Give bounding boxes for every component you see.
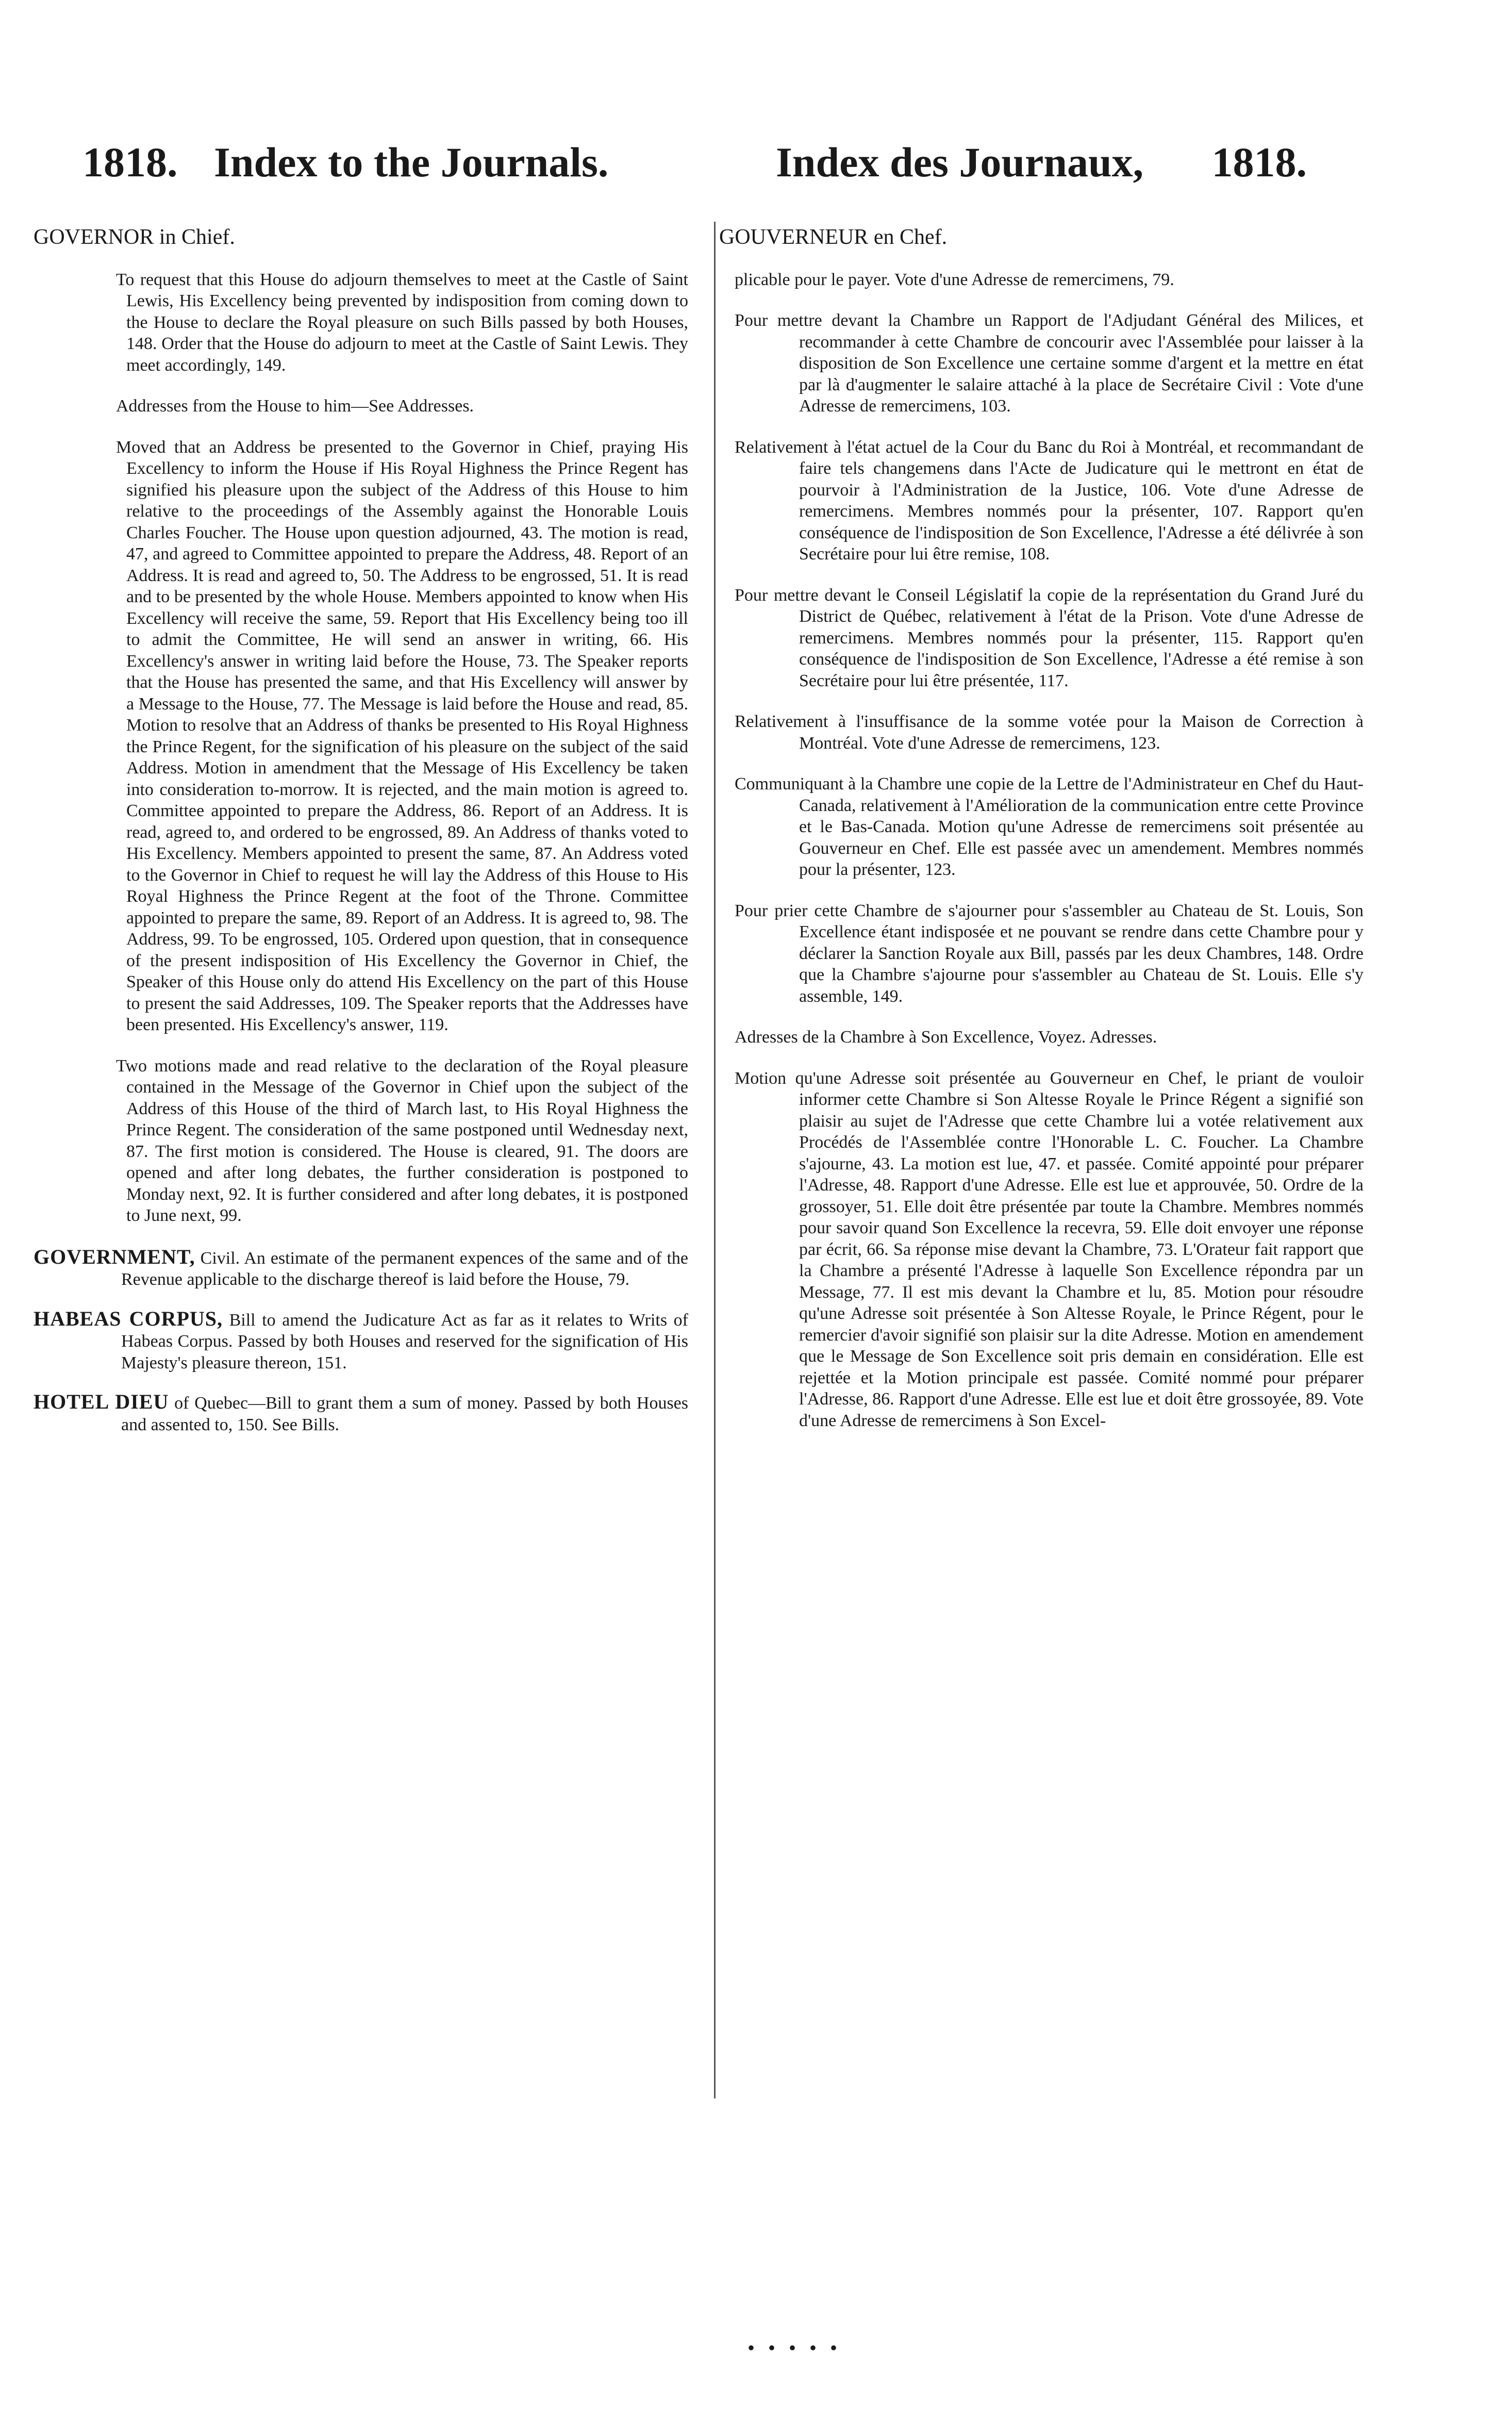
index-entry: Two motions made and read relative to the declaration of the Royal pleasure contained in the Message of the Governor in Chief upon the subject of the Address of this House of the third of March last, to His Royal Highness the Prince Regent. The consideration of the same postponed until Wednesday next, 87. The first motion is considered. The House is cleared, 91. The doors are opened and after long debates, the further consideration is postponed to Monday next, 92. It is further considered and after long debates, it is postponed to June next, 99. [116, 1056, 688, 1225]
index-heading-entry [34, 1391, 688, 1435]
running-head-left: GOVERNOR in Chief. [34, 225, 235, 249]
header-title-left: Index to the Journals. [214, 139, 609, 186]
index-heading-entry [34, 1308, 688, 1374]
index-entry: Moved that an Address be presented to the Governor in Chief, praying His Excellency to inform the House if His Royal Highness the Prince Regent has signified his pleasure upon the subject of the Address of this House to him relative to the proceedings of the Assembly against the Honorable Louis Charles Foucher. The House upon question adjourned, 43. The motion is read, 47, and agreed to Committee appointed to prepare the Address, 48. Report of an Address. It is read and agreed to, 50. The Address to be engrossed, 51. It is read and to be presented by the whole House. Members appointed to know when His Excellency will receive the same, 59. Report that His Excellency being too ill to admit the Committee, He will send an answer in writing, 66. His Excellency's answer in writing laid before the House, 73. The Speaker reports that the House has presented the same, and that His Excellency will answer by a Message to the House, 77. The Message is laid before the House and read, 85. Motion to resolve that an Address of thanks be presented to His Royal Highness the Prince Regent, for the signification of his pleasure on the subject of the said Address. Motion in amendment that the Message of His Excellency be taken into consideration to-morrow. It is rejected, and the main motion is agreed to. Committee appointed to prepare the Address, 86. Report of an Address. It is read, agreed to, and ordered to be engrossed, 89. An Address of thanks voted to His Excellency. Members appointed to present the same, 87. An Address voted to the Governor in Chief to request he will lay the Address of this House to His Royal Highness the Prince Regent at the foot of the Throne. Committee appointed to prepare the same, 89. Report of an Address. It is agreed to, 98. The Address, 99. To be engrossed, 105. Ordered upon question, that in consequence of the present indisposition of His Excellency the Governor in Chief, the Speaker of this House only do attend His Excellency on the part of this House to present the said Addresses, 109. The Speaker reports that the Addresses have been presented. His Excellency's answer, 119. [116, 437, 688, 1034]
index-heading-entry [34, 1246, 688, 1291]
header-year-right: 1818. [1211, 139, 1307, 186]
footer-ornament: • • • • • [747, 2336, 842, 2359]
header-year-left: 1818. [82, 139, 178, 186]
heading-word: HABEAS CORPUS, [34, 1307, 223, 1330]
page-header-right [776, 131, 1307, 193]
index-entry: plicable pour le payer. Vote d'une Adresse de remercimens, 79. [735, 270, 1174, 289]
header-title-right: Index des Journaux, [776, 139, 1144, 186]
index-entry: Relativement à l'insuffisance de la somme votée pour la Maison de Correction à Montréal. Vote d'une Adresse de remercimens, 123. [735, 712, 1364, 753]
index-entry: Pour mettre devant la Chambre un Rapport de l'Adjudant Général des Milices, et recommander à cette Chambre de concourir avec l'Assemblée pour laisser à la disposition de Son Excellence une certaine somme d'argent et la mettre en état par là d'augmenter le salaire attaché à la place de Secrétaire Civil : Vote d'une Adresse de remercimens, 103. [735, 311, 1364, 416]
heading-text: Bill to amend the Judicature Act as far as it relates to Writs of Habeas Corpus. Passed by both Houses and reserved for the signification of His Majesty's pleasure thereon, 151. [121, 1310, 688, 1372]
index-entry: To request that this House do adjourn themselves to meet at the Castle of Saint Lewis, His Excellency being prevented by indisposition from coming down to the House to declare the Royal pleasure on such Bills passed by both Houses, 148. Order that the House do adjourn to meet at the Castle of Saint Lewis. They meet accordingly, 149. [116, 270, 688, 375]
page-header-left [82, 131, 691, 193]
index-entry: Relativement à l'état actuel de la Cour du Banc du Roi à Montréal, et recommandant de faire tels changemens dans l'Acte de Judicature qui le mettront en état de pourvoir à l'Administration de la Justice, 106. Vote d'une Adresse de remercimens. Membres nommés pour la présenter, 107. Rapport qu'en conséquence de l'indisposition de Son Excellence, l'Adresse a été délivrée à son Secrétaire pour lui être remise, 108. [735, 437, 1364, 564]
index-entry: Adresses de la Chambre à Son Excellence, Voyez. Adresses. [735, 1028, 1157, 1047]
heading-text: Civil. An estimate of the permanent expences of the same and of the Revenue applicable to the discharge thereof is laid before the House, 79. [121, 1248, 689, 1289]
heading-text: of Quebec—Bill to grant them a sum of money. Passed by both Houses and assented to, 150. See Bills. [121, 1394, 688, 1434]
index-entry: Pour mettre devant le Conseil Législatif la copie de la représentation du Grand Juré du District de Québec, relativement à l'état de la Prison. Vote d'une Adresse de remercimens. Membres nommés pour la présenter, 115. Rapport qu'en conséquence de l'indisposition de Son Excellence, l'Adresse a été remise à son Secrétaire pour lui être présentée, 117. [735, 585, 1364, 690]
column-divider [714, 222, 716, 2098]
english-column [34, 227, 688, 1453]
index-entry: Addresses from the House to him—See Addresses. [116, 396, 474, 416]
french-column [719, 227, 1364, 1451]
index-entry: Motion qu'une Adresse soit présentée au Gouverneur en Chef, le priant de vouloir informer cette Chambre si Son Altesse Royale le Prince Régent a signifié son plaisir au sujet de l'Adresse que cette Chambre lui a votée relativement aux Procédés de l'Assemblée contre l'Honorable L. C. Foucher. La Chambre s'ajourne, 43. La motion est lue, 47. et passée. Comité appointé pour préparer l'Adresse, 48. Rapport d'une Adresse. Elle est lue et approuvée, 50. Ordre de la grossoyer, 51. Elle doit être présentée par toute la Chambre. Membres nommés pour savoir quand Son Excellence la recevra, 59. Elle doit envoyer une réponse par écrit, 66. Sa réponse mise devant la Chambre, 73. L'Orateur fait rapport que la Chambre a présenté l'Adresse à laquelle Son Excellence répondra par un Message, 77. Il est mis devant la Chambre et lu, 85. Motion pour résoudre qu'une Adresse soit présentée à Son Altesse Royale, le Prince Régent, pour le remercier d'avoir signifié son plaisir sur la dite Adresse. Motion en amendement que le Message de Son Excellence soit pris demain en considération. Elle est rejettée et la Motion principale est passée. Comité nommé pour préparer l'Adresse, 86. Rapport d'une Adresse. Elle est lue et doit être grossoyée, 89. Vote d'une Adresse de remercimens à Son Excel- [735, 1068, 1364, 1430]
running-head-right: GOUVERNEUR en Chef. [719, 225, 948, 249]
heading-word: HOTEL DIEU [34, 1390, 169, 1413]
index-entry: Communiquant à la Chambre une copie de la Lettre de l'Administrateur en Chef du Haut-Canada, relativement à l'Amélioration de la communication entre cette Province et le Bas-Canada. Motion qu'une Adresse de remercimens soit présentée au Gouverneur en Chef. Elle est passée avec un amendement. Membres nommés pour la présenter, 123. [735, 774, 1364, 879]
heading-word: GOVERNMENT, [34, 1245, 195, 1268]
index-entry: Pour prier cette Chambre de s'ajourner pour s'assembler au Chateau de St. Louis, Son Excellence étant indisposée et ne pouvant se rendre dans cette Chambre pour y déclarer la Sanction Royale aux Bill, passés par les deux Chambres, 148. Ordre que la Chambre s'ajourne pour s'assembler au Chateau de St. Louis. Elle s'y assemble, 149. [735, 901, 1364, 1006]
